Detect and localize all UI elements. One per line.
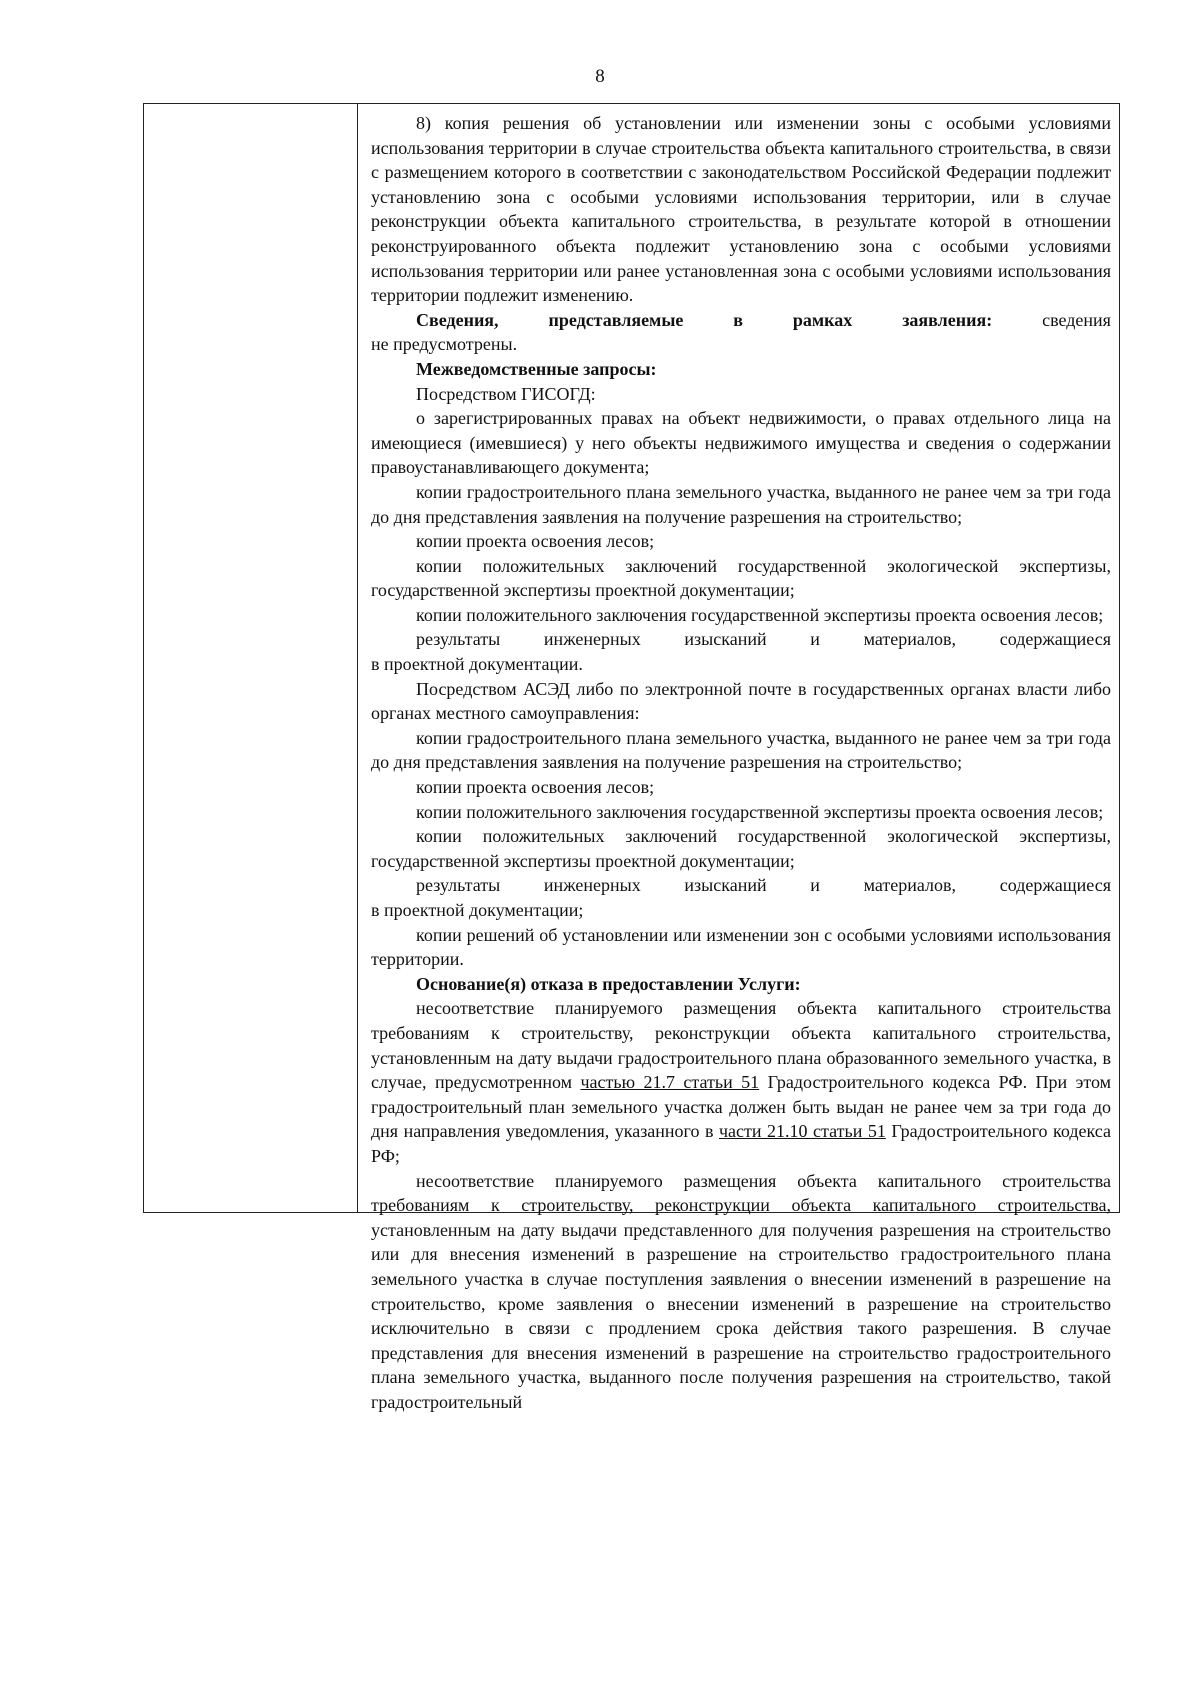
list-item: копии положительного заключения государственной экспертизы проекта освоения лесов; xyxy=(416,604,1104,625)
refusal-text: несоответствие планируемого размещения объекта капитального строительства требованиям к строительству, реконструкции объекта капитального строительства, установленным на дату выдачи градостроительного плана образованного земельного участка, в случае, предусмотренном xyxy=(371,998,1111,1093)
results-word: и xyxy=(810,875,820,896)
paragraph-zone-decision: 8) копия решения об установлении или изменении зоны с особыми условиями использования территории в случае строительства объекта капитального строительства, в связи с размещением которого в соответствии с законодательством Российской Федерации подлежит установлению зона с особыми условиями использования территории, или в случае реконструкции объекта капитального строительства, в результате которой в отношении реконструированного объекта подлежит установлению зона с особыми условиями использования территории или ранее установленная зона с особыми условиями использования территории подлежит изменению. xyxy=(371,113,1111,306)
svedenia-word: Сведения, xyxy=(416,309,499,330)
ased-heading: Посредством АСЭД либо по электронной почте в государственных органах власти либо органах местного самоуправления: xyxy=(371,678,1111,724)
svedenia-word: рамках xyxy=(792,309,853,330)
svedenia-word: представляемые xyxy=(548,309,684,330)
ased-results-line xyxy=(416,873,1111,898)
refusal-heading: Основание(я) отказа в предоставлении Услуги: xyxy=(416,973,801,994)
table-left-cell xyxy=(144,104,358,1212)
list-item: копии проекта освоения лесов; xyxy=(416,531,655,552)
svedenia-word: в xyxy=(733,309,743,330)
list-item: копии градостроительного плана земельного участка, выданного не ранее чем за три года до дня представления заявления на получение разрешения на строительство; xyxy=(371,481,1111,527)
svedenia-continuation: не предусмотрены. xyxy=(371,334,518,355)
svedenia-word: заявления: xyxy=(902,309,993,330)
list-item: копии положительных заключений государственной экологической экспертизы, государственной экспертизы проектной документации; xyxy=(371,826,1111,871)
results-word: содержащиеся xyxy=(999,875,1111,896)
results-word: результаты xyxy=(416,629,501,650)
refusal-ground-2: несоответствие планируемого размещения объекта капитального строительства требованиям к строительству, реконструкции объекта капитального строительства, установленным на дату выдачи представленного для получения разрешения на строительство или для внесения изменений в разрешение на строительство градостроительного плана земельного участка в случае поступления заявления о внесении изменений в разрешение на строительство, кроме заявления о внесении изменений в разрешение на строительство исключительно в связи с продлением срока действия такого разрешения. В случае представления для внесения изменений в разрешение на строительство градостроительного плана земельного участка, выданного после получения разрешения на строительство, такой градостроительный xyxy=(371,1170,1111,1412)
svedenia-tail-word: сведения xyxy=(1042,309,1111,330)
document-table xyxy=(143,103,1120,1412)
interagency-heading: Межведомственные запросы: xyxy=(416,358,657,379)
law-reference-link[interactable]: частью 21.7 статьи 51 xyxy=(580,1072,760,1093)
refusal-text: Градостроительного кодекса РФ; xyxy=(371,1121,1111,1166)
refusal-ground-1 xyxy=(371,996,1111,1168)
list-item: копии положительных заключений государственной экологической экспертизы, государственной экспертизы проектной документации; xyxy=(371,555,1111,601)
list-item: копии решений об установлении или изменении зон с особыми условиями использования территории. xyxy=(371,924,1111,970)
results-word: содержащиеся xyxy=(999,629,1111,650)
results-word: и xyxy=(810,629,820,650)
results-word: результаты xyxy=(416,875,501,896)
ased-results-continuation: в проектной документации; xyxy=(371,900,584,920)
results-continuation: в проектной документации. xyxy=(371,654,583,675)
list-item: копии градостроительного плана земельного участка, выданного не ранее чем за три года до дня представления заявления на получение разрешения на строительство; xyxy=(371,727,1111,773)
results-word: инженерных xyxy=(543,629,641,650)
table-right-cell xyxy=(359,104,1119,1412)
results-word: изысканий xyxy=(684,875,767,896)
list-item: копии проекта освоения лесов; xyxy=(416,777,655,798)
law-reference-link[interactable]: части 21.10 статьи 51 xyxy=(719,1121,886,1142)
list-item: копии положительного заключения государственной экспертизы проекта освоения лесов; xyxy=(416,801,1104,822)
results-line xyxy=(416,627,1111,652)
list-item: о зарегистрированных правах на объект недвижимости, о правах отдельного лица на имеющиеся (имевшиеся) у него объекты недвижимого имущества и сведения о содержании правоустанавливающего документа; xyxy=(371,408,1111,478)
page-number: 8 xyxy=(595,66,605,87)
results-word: материалов, xyxy=(863,629,957,650)
results-word: инженерных xyxy=(543,875,641,896)
results-word: изысканий xyxy=(684,629,767,650)
svedenia-heading xyxy=(416,308,1111,333)
refusal-text: Градостроительного кодекса РФ. При этом градостроительный план земельного участка должен быть выдан не ранее чем за три года до дня направления уведомления, указанного в xyxy=(371,1072,1111,1142)
results-word: материалов, xyxy=(863,875,957,896)
gisogd-heading: Посредством ГИСОГД: xyxy=(416,383,596,404)
